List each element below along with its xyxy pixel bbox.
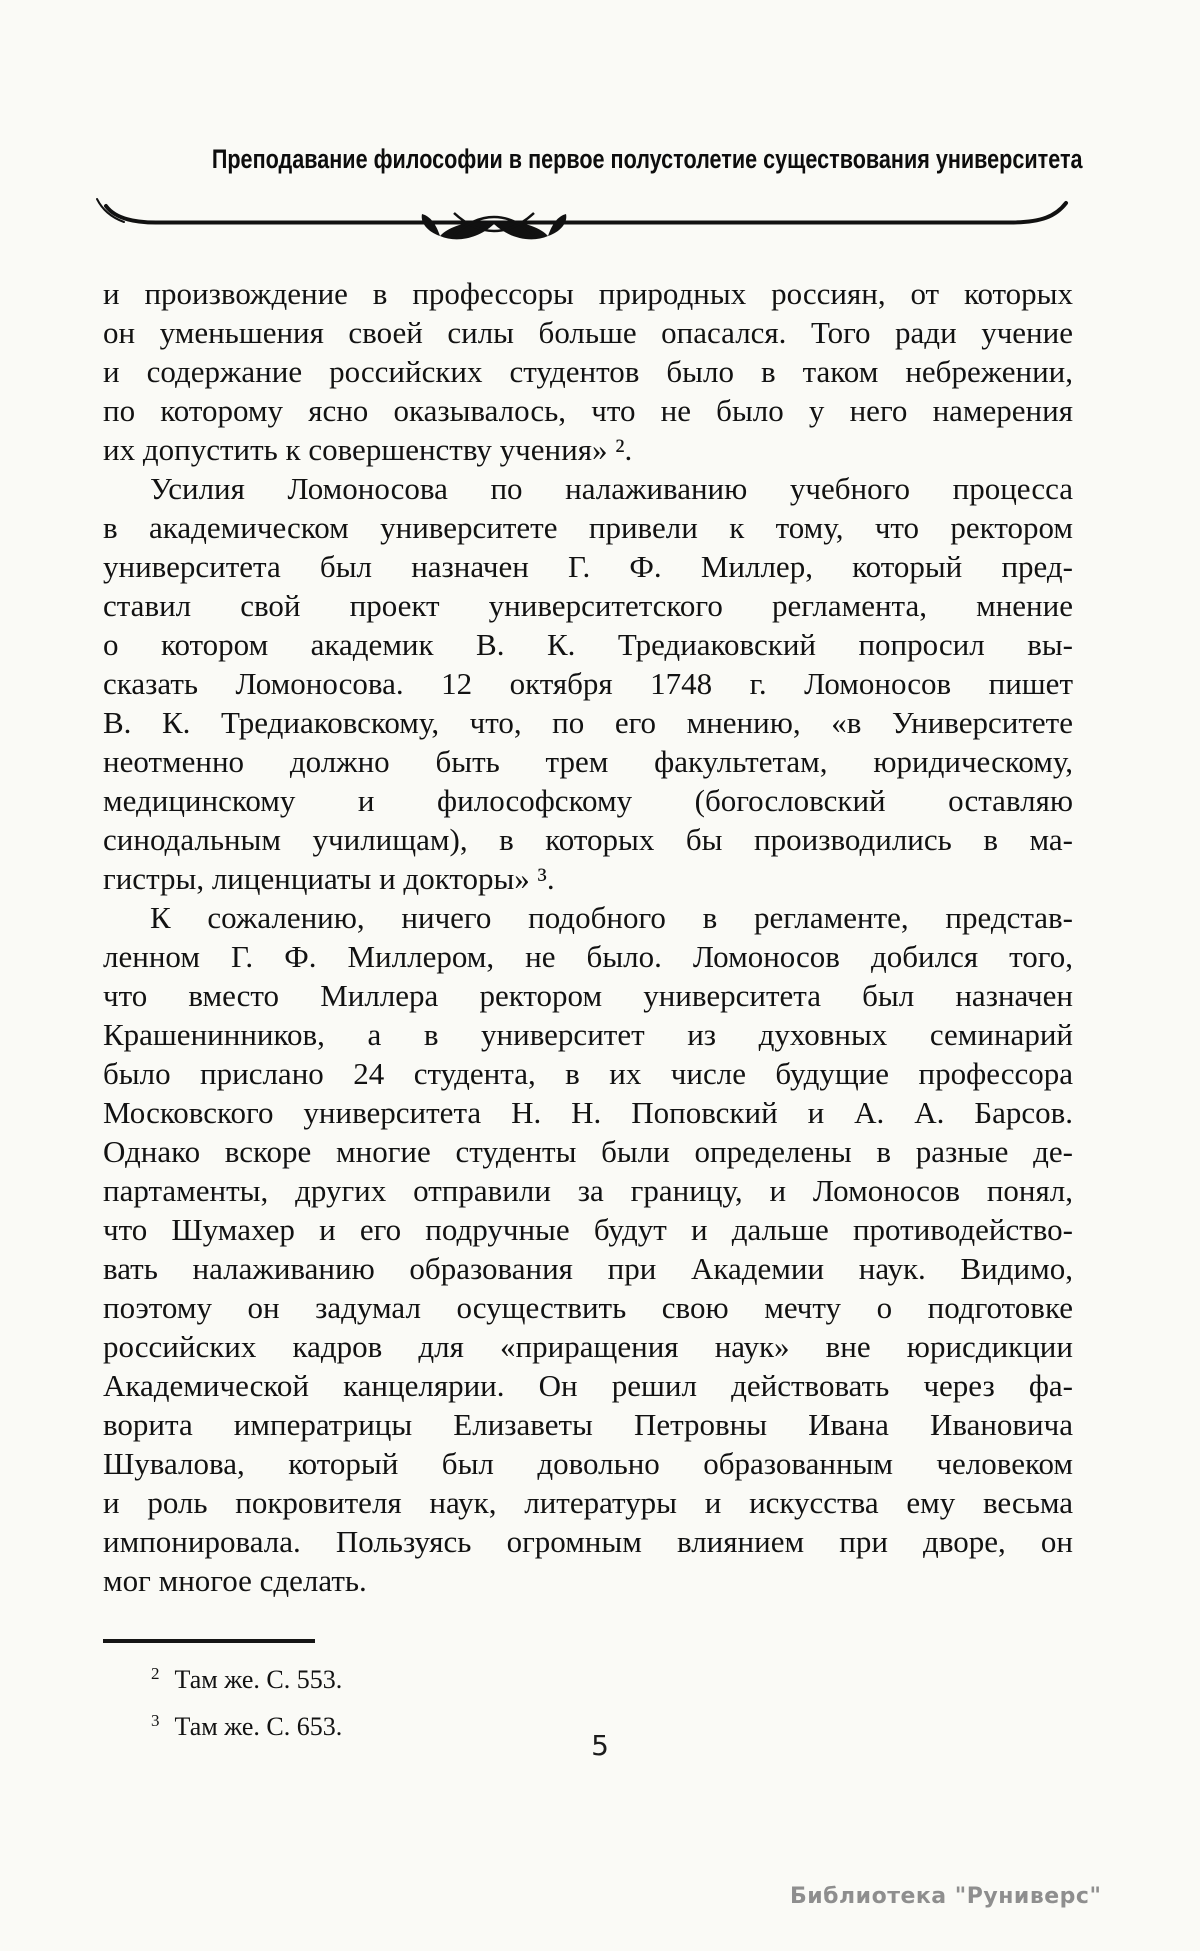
ornament-rule-icon bbox=[94, 196, 1074, 252]
body-text-line: К сожалению, ничего подобного в регламенте, представ- bbox=[150, 900, 1073, 935]
body-text-line: неотменно должно быть трем факультетам, юридическому, bbox=[103, 744, 1073, 779]
footnote-marker: 2 bbox=[151, 1664, 160, 1683]
header-ornament-rule bbox=[94, 196, 1074, 252]
body-text-line: что Шумахер и его подручные будут и дальше противодейство- bbox=[103, 1212, 1073, 1247]
body-text-line: мог многое сделать. bbox=[103, 1563, 367, 1598]
footnote-marker: 3 bbox=[151, 1711, 160, 1730]
body-text-line: синодальным училищам), в которых бы производились в ма- bbox=[103, 822, 1073, 857]
body-text-line: Однако вскоре многие студенты были определены в разные де- bbox=[103, 1134, 1073, 1169]
body-text-line: по которому ясно оказывалось, что не было у него намерения bbox=[103, 393, 1073, 428]
body-text-line: что вместо Миллера ректором университета был назначен bbox=[103, 978, 1073, 1013]
body-text-line: было прислано 24 студента, в их числе будущие профессора bbox=[103, 1056, 1073, 1091]
body-text-line: сказать Ломоносова. 12 октября 1748 г. Ломоносов пишет bbox=[103, 666, 1073, 701]
body-text-line: российских кадров для «приращения наук» вне юрисдикции bbox=[103, 1329, 1073, 1364]
body-text-line: он уменьшения своей силы больше опасался. Того ради учение bbox=[103, 315, 1073, 350]
body-text-line: ставил свой проект университетского регламента, мнение bbox=[103, 588, 1073, 623]
paragraph bbox=[103, 898, 1073, 1600]
body-text-line: Шувалова, который был довольно образованным человеком bbox=[103, 1446, 1073, 1481]
body-text-line: В. К. Тредиаковскому, что, по его мнению, «в Университете bbox=[103, 705, 1073, 740]
body-text-line: и произвождение в профессоры природных россиян, от которых bbox=[103, 276, 1073, 311]
body-text-line: Крашенинников, а в университет из духовных семинарий bbox=[103, 1017, 1073, 1052]
footnote-text: Там же. С. 653. bbox=[174, 1712, 343, 1741]
body-text-line: и содержание российских студентов было в таком небрежении, bbox=[103, 354, 1073, 389]
body-text-line: импонировала. Пользуясь огромным влиянием при дворе, он bbox=[103, 1524, 1073, 1559]
body-text-line: ленном Г. Ф. Миллером, не было. Ломоносов добился того, bbox=[103, 939, 1073, 974]
running-head-text: Преподавание философии в первое полустолетие существования университета bbox=[211, 144, 1083, 174]
running-head bbox=[103, 144, 1083, 174]
footnote bbox=[103, 1653, 1003, 1700]
body-text-line: Московского университета Н. Н. Поповский и А. А. Барсов. bbox=[103, 1095, 1073, 1130]
footnote-separator bbox=[103, 1639, 315, 1643]
body-text bbox=[103, 274, 1073, 1600]
page-number: 5 bbox=[591, 1729, 609, 1762]
body-text-line: в академическом университете привели к тому, что ректором bbox=[103, 510, 1073, 545]
paragraph bbox=[103, 274, 1073, 469]
body-text-line: университета был назначен Г. Ф. Миллер, который пред- bbox=[103, 549, 1073, 584]
body-text-line: ворита императрицы Елизаветы Петровны Ивана Ивановича bbox=[103, 1407, 1073, 1442]
body-text-line: их допустить к совершенству учения» ². bbox=[103, 432, 633, 467]
body-text-line: вать налаживанию образования при Академии наук. Видимо, bbox=[103, 1251, 1073, 1286]
footnote-text: Там же. С. 553. bbox=[174, 1665, 343, 1694]
body-text-line: гистры, лиценциаты и докторы» ³. bbox=[103, 861, 555, 896]
library-watermark: Библиотека "Руниверс" bbox=[790, 1884, 1102, 1909]
body-text-line: Усилия Ломоносова по налаживанию учебного процесса bbox=[150, 471, 1073, 506]
paragraph bbox=[103, 469, 1073, 898]
body-text-line: и роль покровителя наук, литературы и искусства ему весьма bbox=[103, 1485, 1073, 1520]
body-text-line: партаменты, других отправили за границу, и Ломоносов понял, bbox=[103, 1173, 1073, 1208]
body-text-line: медицинскому и философскому (богословский оставляю bbox=[103, 783, 1073, 818]
body-text-line: о котором академик В. К. Тредиаковский попросил вы- bbox=[103, 627, 1073, 662]
body-text-line: поэтому он задумал осуществить свою мечту о подготовке bbox=[103, 1290, 1073, 1325]
body-text-line: Академической канцелярии. Он решил действовать через фа- bbox=[103, 1368, 1073, 1403]
